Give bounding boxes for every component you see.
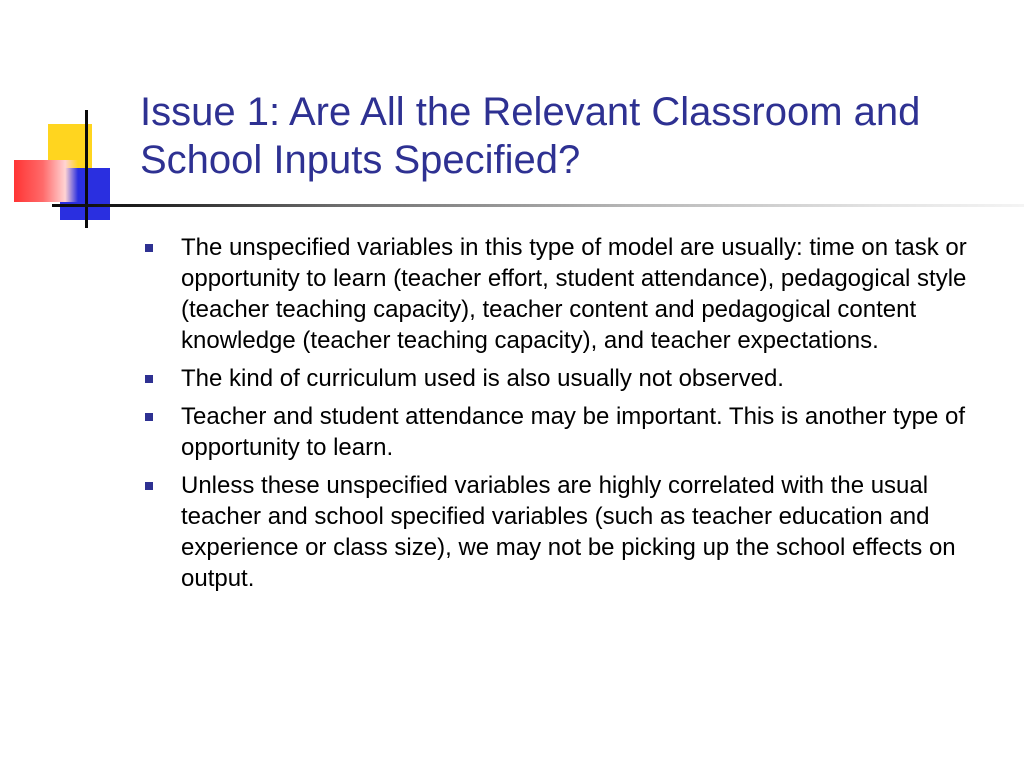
square-bullet-icon — [145, 375, 153, 383]
vertical-rule-decoration — [85, 110, 88, 228]
bullet-list — [145, 232, 1005, 601]
square-bullet-icon — [145, 244, 153, 252]
bullet-item — [145, 470, 1005, 594]
bullet-item — [145, 232, 1005, 356]
red-square-decoration — [14, 160, 78, 202]
bullet-text: The unspecified variables in this type of model are usually: time on task or opportunity to learn (teacher effort, student attendance), pedagogical style (teacher teaching capacity), teacher content and pedagogical content knowledge (teacher teaching capacity), and teacher expectations. — [181, 234, 967, 354]
slide-title: Issue 1: Are All the Relevant Classroom and School Inputs Specified? — [140, 90, 921, 182]
square-bullet-icon — [145, 413, 153, 421]
bullet-item — [145, 401, 1005, 463]
bullet-item — [145, 363, 1005, 394]
bullet-text: The kind of curriculum used is also usually not observed. — [181, 365, 784, 392]
bullet-text: Unless these unspecified variables are highly correlated with the usual teacher and school specified variables (such as teacher education and experience or class size), we may not be picking up the school effects on output. — [181, 472, 956, 592]
square-bullet-icon — [145, 482, 153, 490]
bullet-text: Teacher and student attendance may be important. This is another type of opportunity to learn. — [181, 403, 966, 461]
title-underline-rule — [52, 204, 1024, 207]
